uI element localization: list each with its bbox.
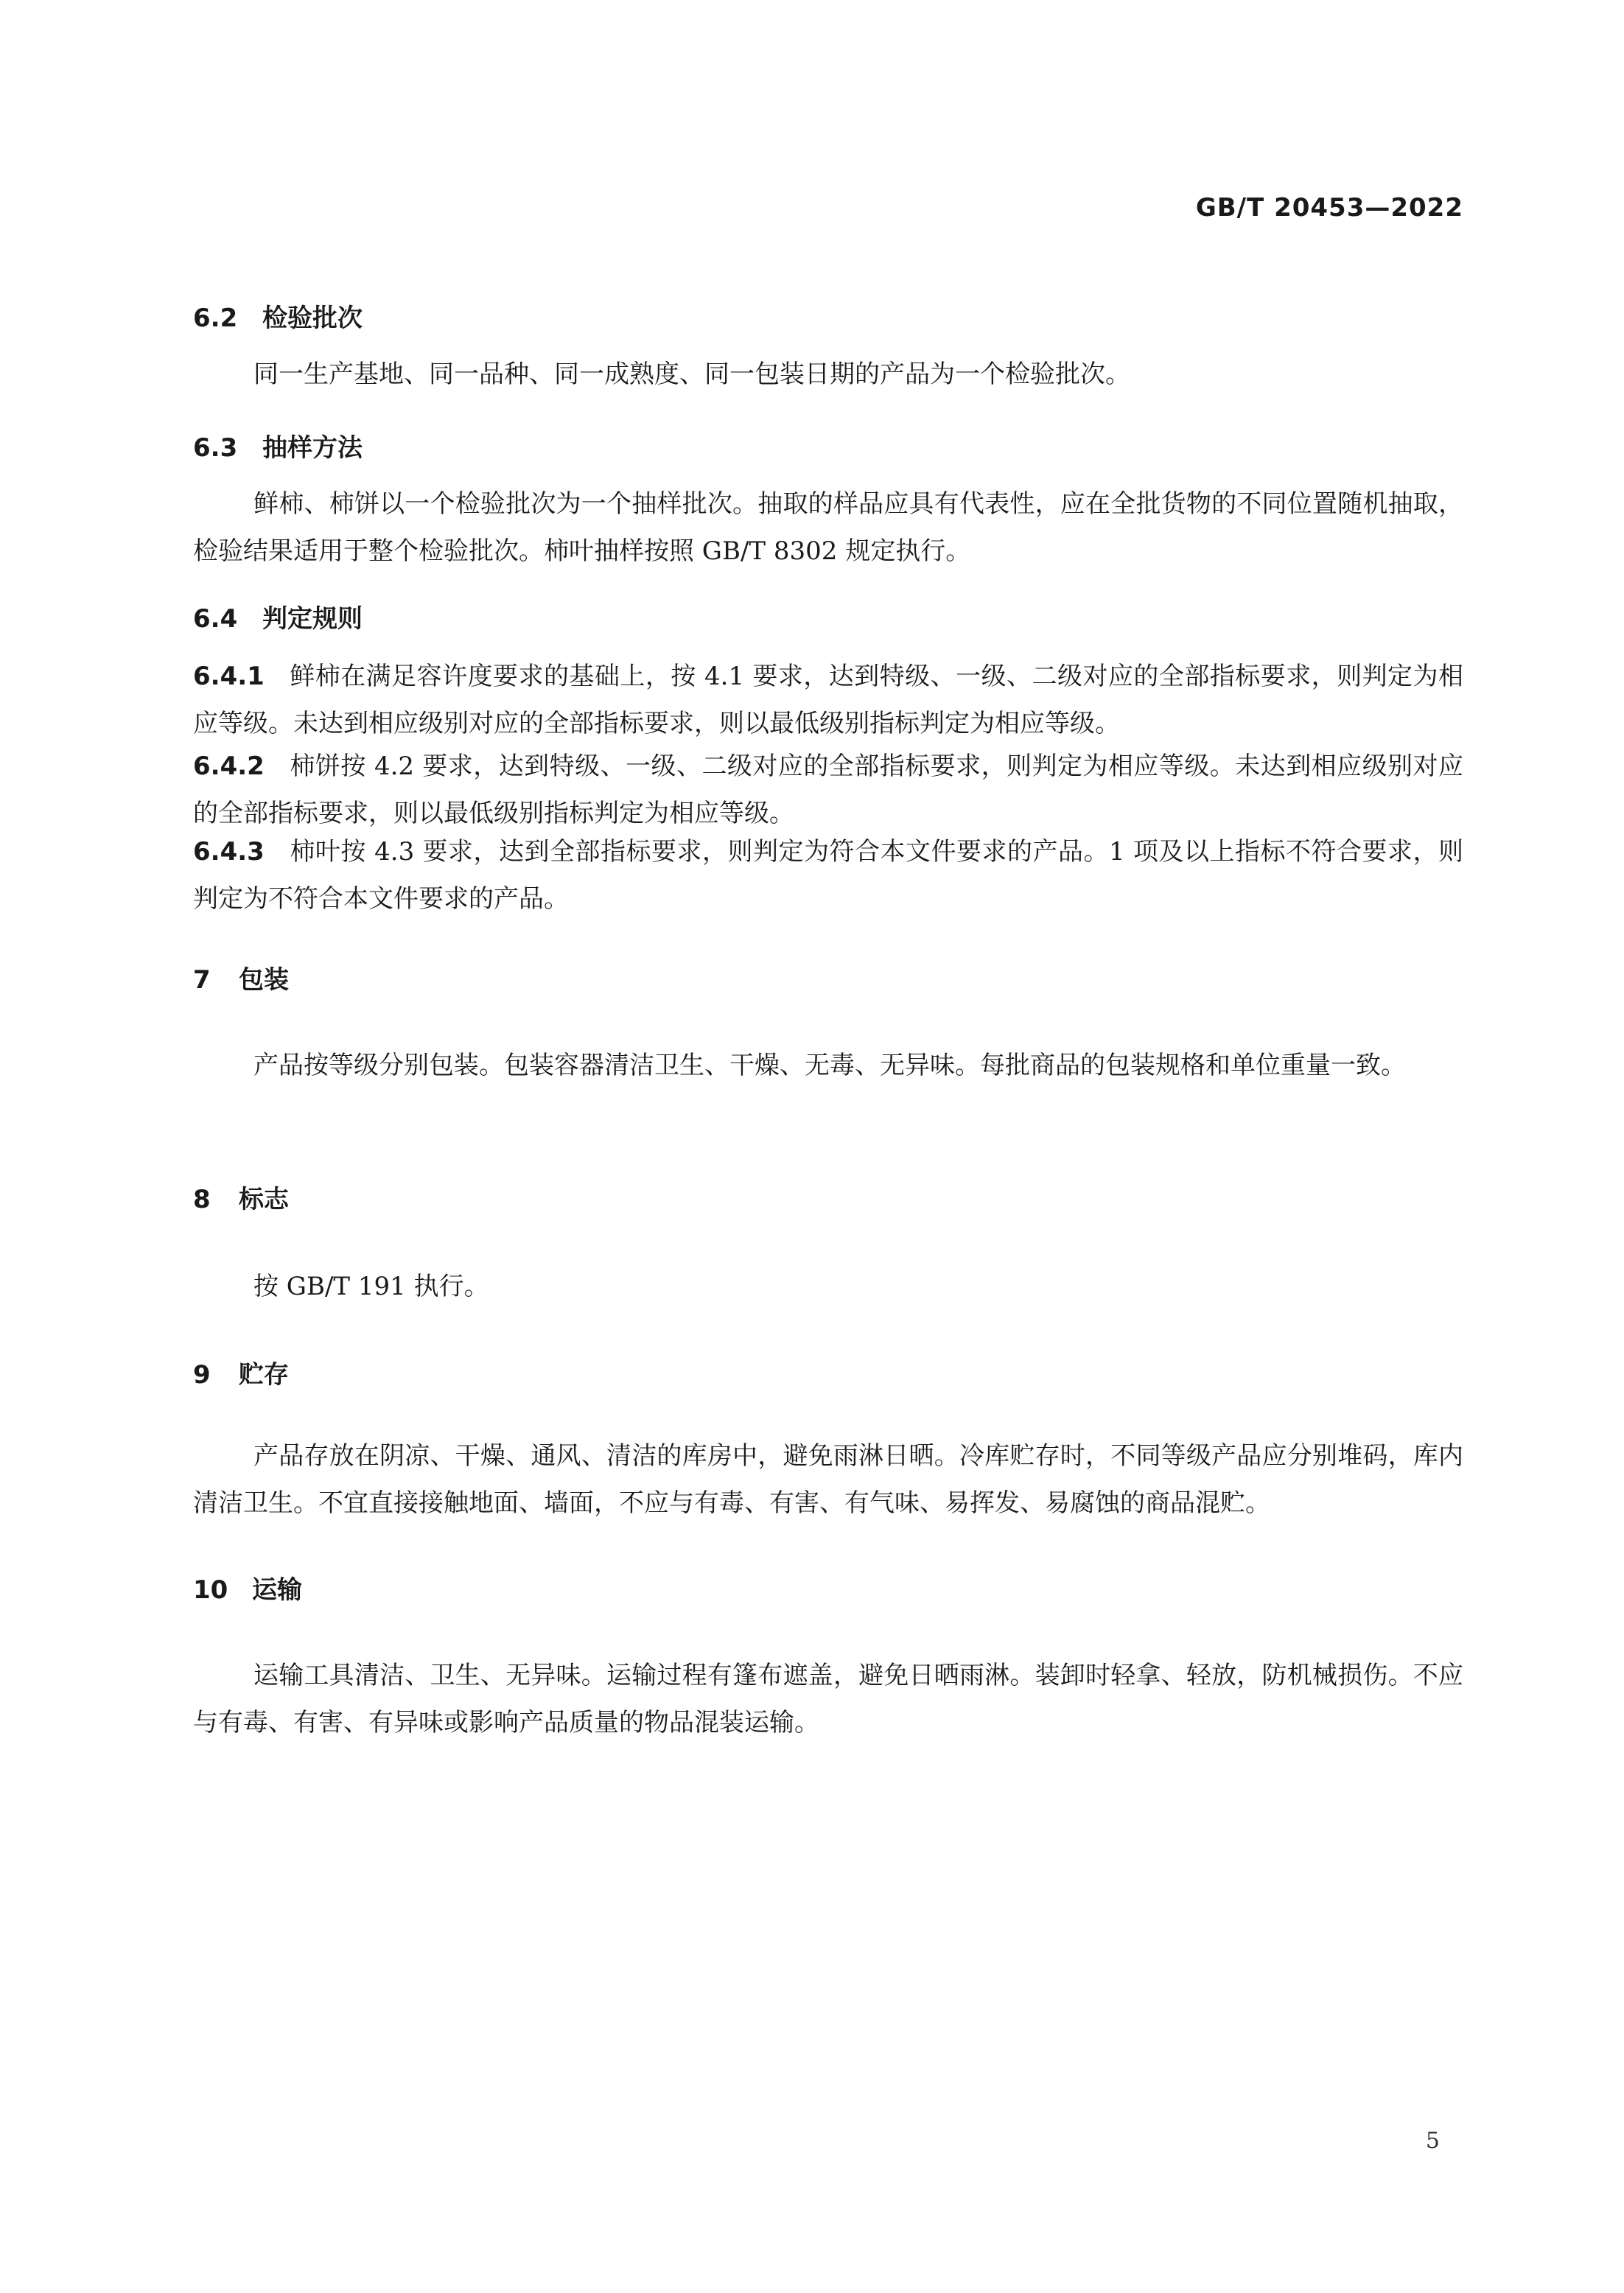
paragraph-6-3: 鲜柿、柿饼以一个检验批次为一个抽样批次。抽取的样品应具有代表性，应在全批货物的不同位置随机抽取，检验结果适用于整个检验批次。柿叶抽样按照 GB/T 8302 规定执行。 xyxy=(193,489,1463,566)
document-id: GB/T 20453—2022 xyxy=(1195,193,1463,223)
section-number: 6.3 xyxy=(193,433,238,463)
section-number: 6.2 xyxy=(193,304,238,333)
section-number: 7 xyxy=(193,965,211,995)
section-heading-8 xyxy=(193,1179,289,1215)
section-heading-6-2 xyxy=(193,298,363,334)
section-heading-6-3 xyxy=(193,427,363,463)
section-title: 运输 xyxy=(252,1575,302,1605)
section-title: 抽样方法 xyxy=(262,433,363,463)
section-title: 检验批次 xyxy=(262,304,363,333)
section-number: 6.4 xyxy=(193,604,238,634)
clause-6-4-2 xyxy=(193,743,1463,837)
section-number: 8 xyxy=(193,1185,211,1214)
section-title: 贮存 xyxy=(239,1360,289,1390)
clause-text: 鲜柿在满足容许度要求的基础上，按 4.1 要求，达到特级、一级、二级对应的全部指标要求，则判定为相应等级。未达到相应级别对应的全部指标要求，则以最低级别指标判定为相应等级。 xyxy=(193,662,1463,738)
section-title: 标志 xyxy=(239,1185,289,1214)
paragraph-9: 产品存放在阴凉、干燥、通风、清洁的库房中，避免雨淋日晒。冷库贮存时，不同等级产品应分别堆码，库内清洁卫生。不宜直接接触地面、墙面，不应与有毒、有害、有气味、易挥发、易腐蚀的商品混贮。 xyxy=(193,1441,1463,1518)
clause-number: 6.4.3 xyxy=(193,837,265,867)
clause-number: 6.4.1 xyxy=(193,662,265,691)
page-number: 5 xyxy=(1425,2128,1440,2154)
section-title: 判定规则 xyxy=(262,604,363,634)
section-number: 9 xyxy=(193,1360,211,1390)
section-heading-7 xyxy=(193,959,289,995)
section-heading-6-4 xyxy=(193,598,363,634)
paragraph-8: 按 GB/T 191 执行。 xyxy=(253,1272,489,1301)
paragraph-10: 运输工具清洁、卫生、无异味。运输过程有篷布遮盖，避免日晒雨淋。装卸时轻拿、轻放，防机械损伤。不应与有毒、有害、有异味或影响产品质量的物品混装运输。 xyxy=(193,1661,1463,1737)
clause-number: 6.4.2 xyxy=(193,752,265,781)
clause-6-4-1 xyxy=(193,653,1463,747)
clause-text: 柿叶按 4.3 要求，达到全部指标要求，则判定为符合本文件要求的产品。1 项及以上指标不符合要求，则判定为不符合本文件要求的产品。 xyxy=(193,837,1463,914)
clause-6-4-3 xyxy=(193,828,1463,923)
section-heading-9 xyxy=(193,1354,289,1390)
clause-text: 柿饼按 4.2 要求，达到特级、一级、二级对应的全部指标要求，则判定为相应等级。未达到相应级别对应的全部指标要求，则以最低级别指标判定为相应等级。 xyxy=(193,752,1463,828)
paragraph-6-2: 同一生产基地、同一品种、同一成熟度、同一包装日期的产品为一个检验批次。 xyxy=(253,360,1130,389)
paragraph-7: 产品按等级分别包装。包装容器清洁卫生、干燥、无毒、无异味。每批商品的包装规格和单位重量一致。 xyxy=(253,1051,1406,1080)
section-title: 包装 xyxy=(239,965,289,995)
section-heading-10 xyxy=(193,1569,302,1606)
section-number: 10 xyxy=(193,1575,228,1605)
